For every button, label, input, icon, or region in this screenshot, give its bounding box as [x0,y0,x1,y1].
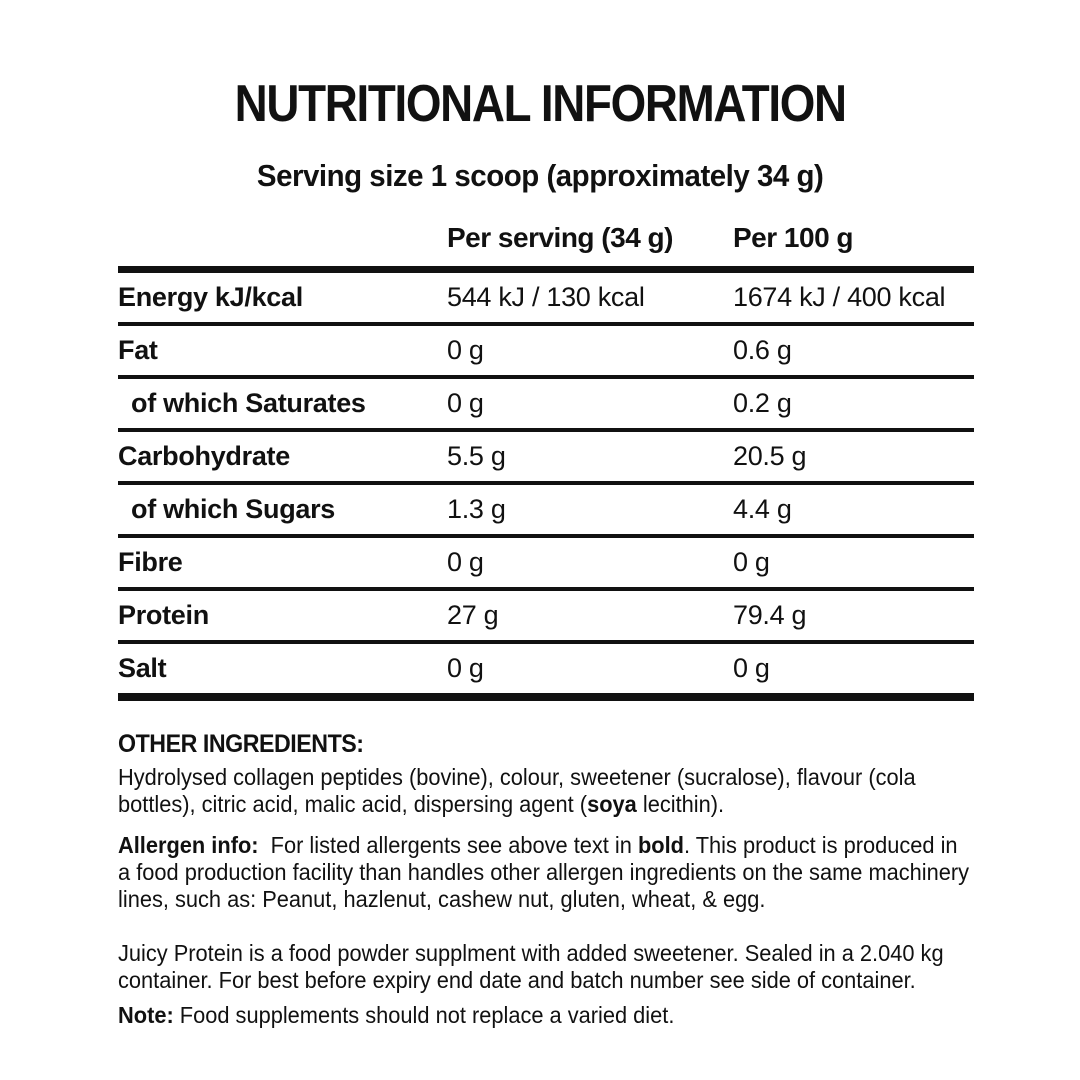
per-100g-value: 1674 kJ / 400 kcal [733,282,946,312]
product-info-text: Juicy Protein is a food powder supplment with added sweetener. Sealed in a 2.040 kg container. For best before expiry end date and batch number see side of container. [118,940,944,993]
table-row [118,377,974,430]
other-ingredients-text: Hydrolysed collagen peptides (bovine), colour, sweetener (sucralose), flavour (cola bottles), citric acid, malic acid, dispersing agent (soya lecithin). [118,764,916,817]
page-title [0,76,1080,133]
page-title-text: NUTRITIONAL INFORMATION [234,75,846,133]
per-100g-value: 0 g [733,653,770,683]
per-serving-value: 0 g [447,547,484,577]
nutrient-label: Carbohydrate [118,441,290,471]
serving-size-text: Serving size 1 scoop (approximately 34 g) [256,158,824,193]
per-serving-value: 0 g [447,653,484,683]
other-ingredients-heading: OTHER INGREDIENTS: [118,730,364,758]
nutrient-label: Salt [118,653,167,683]
table-row [118,642,974,697]
nutrition-table-body [118,270,974,698]
per-100g-value: 79.4 g [733,600,807,630]
nutrition-table [118,222,974,701]
serving-size-line [0,158,1080,194]
column-header-per-serving: Per serving (34 g) [447,222,673,253]
per-serving-value: 0 g [447,335,484,365]
per-100g-value: 0 g [733,547,770,577]
nutrient-label: Fibre [118,547,183,577]
table-row [118,430,974,483]
nutrient-label: Fat [118,335,158,365]
per-100g-value: 0.2 g [733,388,792,418]
note-text: Note: Food supplements should not replace a varied diet. [118,1002,675,1028]
table-row [118,536,974,589]
per-serving-value: 0 g [447,388,484,418]
per-serving-value: 1.3 g [447,494,506,524]
table-row [118,270,974,325]
per-serving-value: 544 kJ / 130 kcal [447,282,645,312]
column-header-nutrient [118,222,447,270]
table-header-row [118,222,974,270]
nutrient-label: Energy kJ/kcal [118,282,303,312]
nutrient-label: of which Sugars [131,494,336,524]
column-header-per-100g: Per 100 g [733,222,854,253]
per-serving-value: 27 g [447,600,499,630]
footnote-sections [118,730,974,1029]
per-100g-value: 20.5 g [733,441,807,471]
nutrient-label: Protein [118,600,209,630]
per-serving-value: 5.5 g [447,441,506,471]
allergen-info-text: Allergen info: For listed allergents see above text in bold. This product is produced in a food production facility than handles other allergen ingredients on the same machinery lines, such as: Peanut, hazlenut, cashew nut, gluten, wheat, & egg. [118,832,970,912]
table-row [118,589,974,642]
table-row [118,483,974,536]
per-100g-value: 4.4 g [733,494,792,524]
table-row [118,324,974,377]
nutrient-label: of which Saturates [131,388,366,418]
per-100g-value: 0.6 g [733,335,792,365]
